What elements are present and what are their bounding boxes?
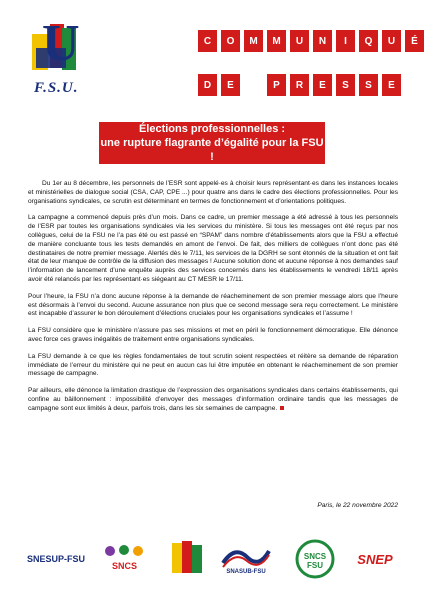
paragraph: La FSU considère que le ministère n’assure pas ses missions et met en péril le fonctionnement démocratique. Elle dénonce avec force ces graves inégalités de traitement entre organisations syndicales.	[28, 327, 398, 343]
colour-logo	[170, 539, 204, 577]
letter-tile: I	[336, 30, 355, 52]
letter-tile: C	[198, 30, 217, 52]
letter-tile: D	[198, 74, 217, 96]
logo-text: F.S.U.	[34, 80, 79, 96]
snep-logo-text: SNEP	[357, 551, 393, 567]
snasub-wave-icon	[221, 543, 271, 569]
letter-tile: S	[359, 74, 378, 96]
snesup-logo	[26, 545, 86, 573]
fsu-logo	[28, 15, 108, 100]
letter-tile: O	[221, 30, 240, 52]
paragraph: La campagne a commencé depuis près d’un mois. Dans ce cadre, un premier message a été adressé à tous les personnels de l’ESR par toutes les organisations syndicales via les services du ministère. Si tous les messages ont été reçus par nos collègues, celui de la FSU ne l’a pas été ou est passé en “SPAM” dans nombre d’établissements alors que la FSU a effectué de manière concluante tous les tests demandés en amont de l’envoi. De fait, des milliers de collègues n’ont donc pas été destinataires de notre premier message. Alertés dès le 7/11, les services de la DGRH se sont étonnés de la situation et ont fait état de leur manque de contrôle de la diffusion des messages ! Aucune solution donc et aucune réponse à nos demandes sauf l’information de lancement d’une enquête auprès des services concernés dans les établissements le vendredi 18/11 après avoir été relancés par les représentant·es siégeant au CT MESR le 17/11.	[28, 214, 398, 283]
letter-tile: N	[313, 30, 332, 52]
sncs-logo	[98, 541, 154, 575]
communique-row	[198, 30, 424, 52]
end-square-icon	[280, 406, 284, 410]
date-line: Paris, le 22 novembre 2022	[317, 502, 398, 509]
snasub-logo-text: SNASUB-FSU	[226, 569, 266, 575]
presse-row	[198, 74, 401, 96]
letter-tile: É	[405, 30, 424, 52]
title-line-2: une rupture flagrante d’égalité pour la FSU !	[100, 137, 324, 163]
colour-flag-icon	[170, 539, 204, 577]
paragraph: La FSU demande à ce que les règles fondamentales de tout scrutin soient respectées et réitère sa demande de réparation immédiate de l’erreur du ministère qui ne peut en aucun cas lui être imputée en obtenant le réacheminement de son premier message de campagne.	[28, 352, 398, 378]
title-banner	[99, 122, 325, 164]
snesup-logo-text: SNESUP-FSU	[26, 554, 85, 564]
sncs-fsu-logo-text: SNCS FSU	[303, 552, 327, 570]
letter-tile: U	[290, 30, 309, 52]
blank-tile	[244, 74, 263, 96]
letter-tile: M	[244, 30, 263, 52]
sncs-logo-text: SNCS	[112, 561, 138, 571]
snep-logo	[350, 545, 400, 573]
letter-tile: S	[336, 74, 355, 96]
letter-tile: U	[382, 30, 401, 52]
letter-tile: R	[290, 74, 309, 96]
letter-tile: M	[267, 30, 286, 52]
letter-tile: P	[267, 74, 286, 96]
title-line-1: Élections professionnelles :	[138, 123, 286, 135]
paragraph-last	[28, 387, 398, 413]
paragraph-text: Par ailleurs, elle dénonce la limitation drastique de l’expression des organisations syndicales dans certains établissements, qui confine au bâillonnement : impossibilité d’envoyer des messages d’information ordinaire tandis que les messages de campagne sont eux limités à deux, parfois trois, dans les six semaines de campagne.	[28, 387, 398, 412]
letter-tile: E	[221, 74, 240, 96]
paragraph: Du 1er au 8 décembre, les personnels de l’ESR sont appelé·es à choisir leurs représentant·es dans les instances locales et ministérielles de dialogue social (CSA, CAP, CPE ...) pour quatre ans dans le cadre des élections professionnelles. Pour les organisations syndicales, ce scrutin est déterminant en termes de fonctionnement et d’orientations politiques.	[28, 180, 398, 205]
footer-logos	[20, 535, 404, 583]
body-text	[28, 180, 398, 422]
snasub-logo	[218, 539, 274, 579]
paragraph: Pour l’heure, la FSU n’a donc aucune réponse à la demande de réacheminement de son premier message alors que l’heure est désormais à l’envoi du second. Aucune assurance non plus que ce second message sera reçu correctement. Le ministère est incapable d’assurer le bon déroulement d’élections cruciales pour les organisations syndicales et l’assume !	[28, 292, 398, 318]
letter-tile: Q	[359, 30, 378, 52]
letter-tile: E	[313, 74, 332, 96]
letter-tile: E	[382, 74, 401, 96]
sncs-fsu-logo	[288, 539, 342, 579]
logo-letter: U	[42, 15, 80, 72]
